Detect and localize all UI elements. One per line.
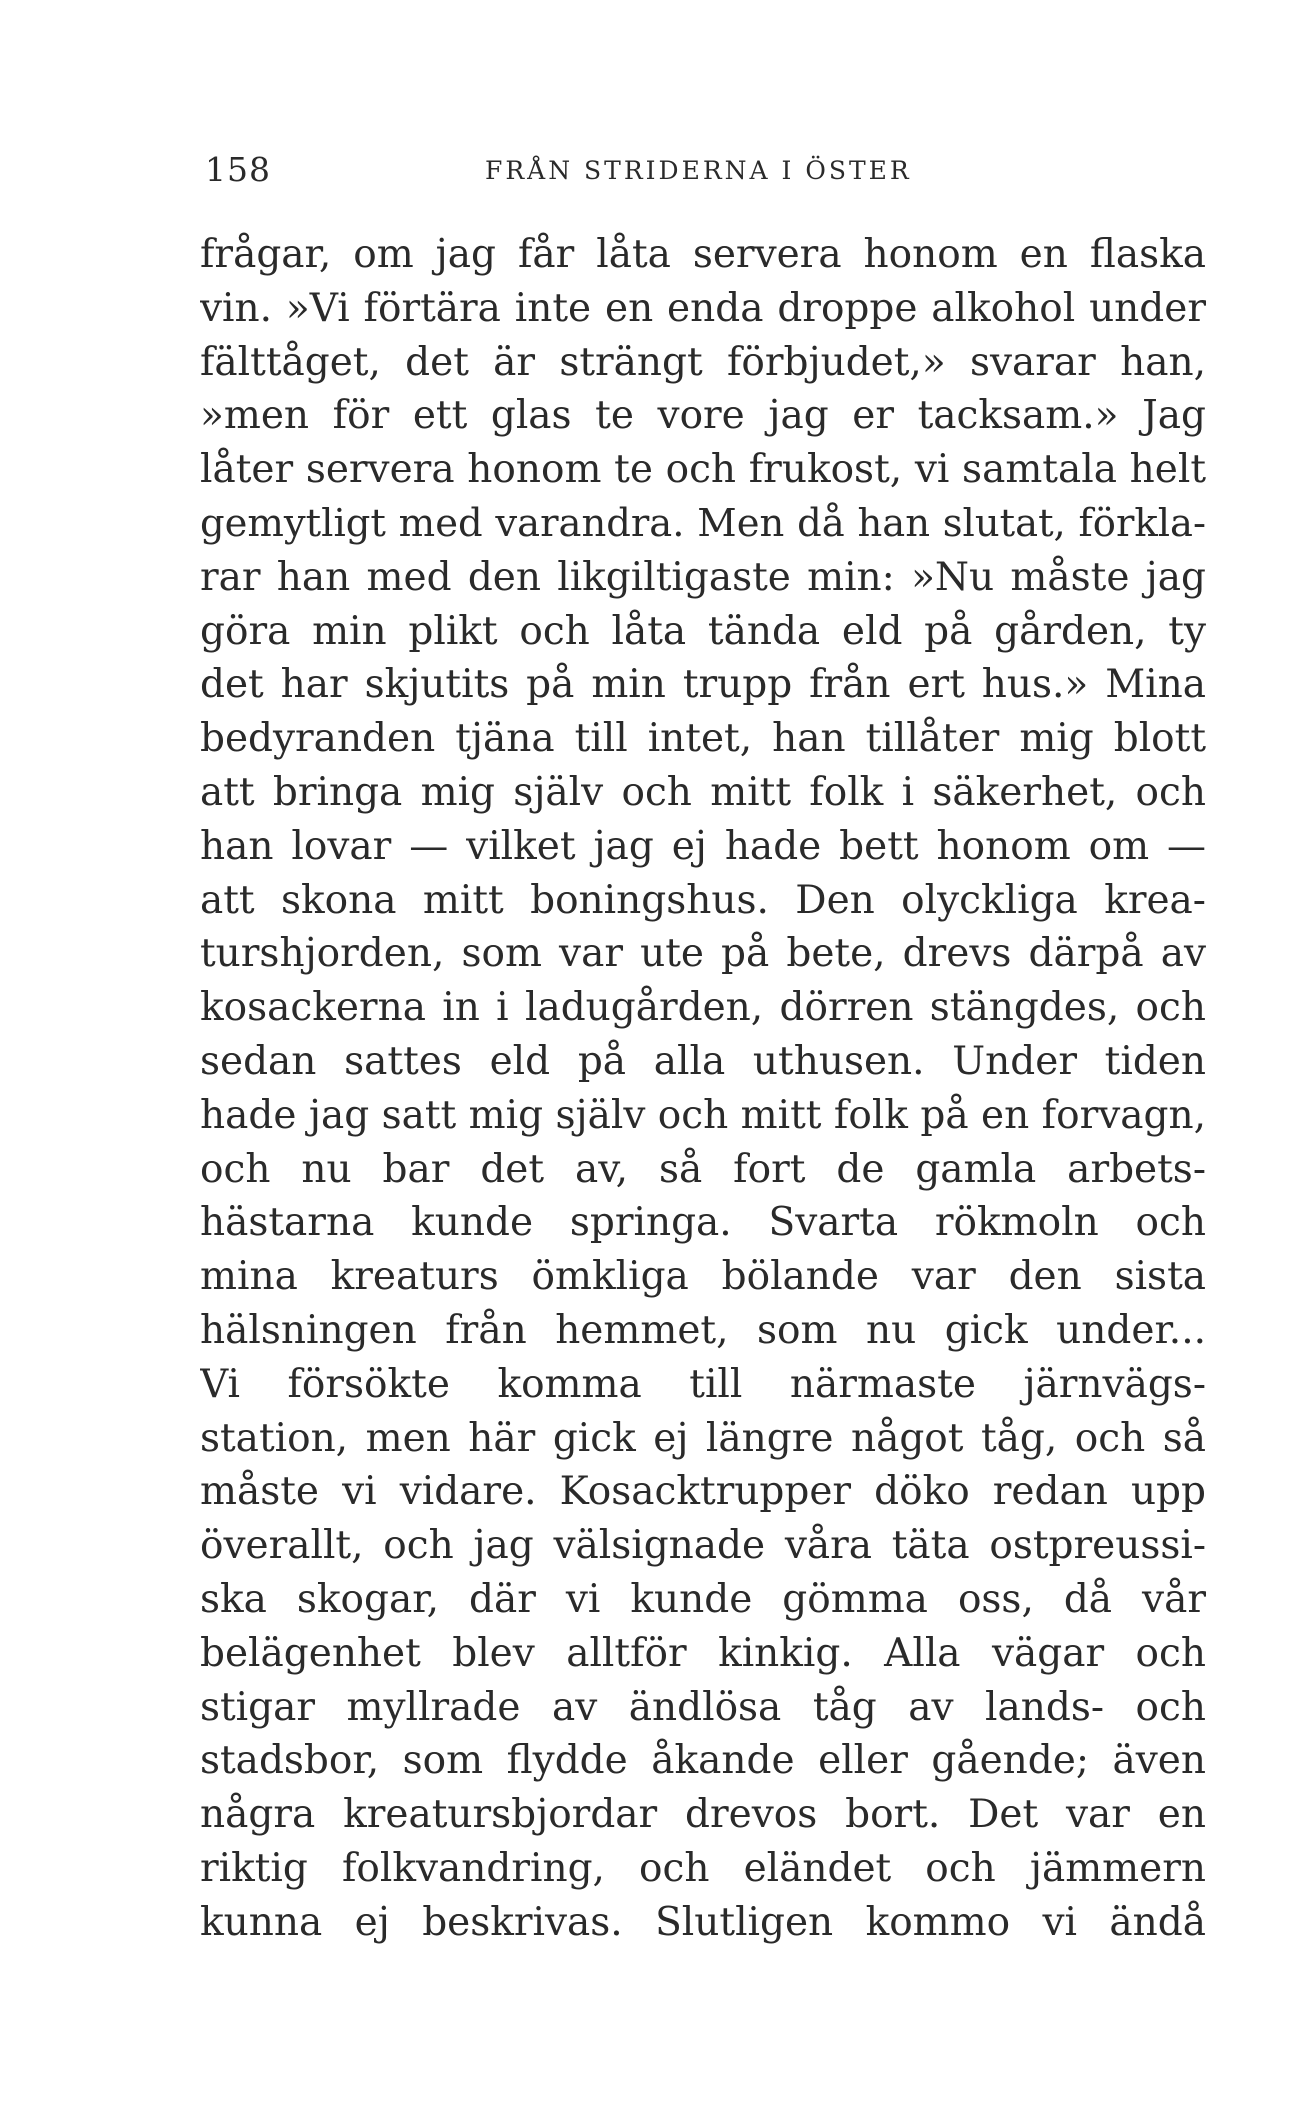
text-line: frågar, om jag får låta servera honom en flaska (200, 232, 1206, 277)
page-number: 158 (205, 150, 271, 189)
text-line: stadsbor, som flydde åkande eller gående; även (200, 1738, 1206, 1784)
text-line: måste vi vidare. Kosacktrupper döko redan upp (200, 1469, 1206, 1515)
text-line: att skona mitt boningshus. Den olyckliga krea- (200, 877, 1206, 923)
text-line: kosackerna in i ladugården, dörren stängdes, och (200, 985, 1206, 1031)
text-line: hästarna kunde springa. Svarta rökmoln och (200, 1200, 1206, 1246)
text-line: överallt, och jag välsignade våra täta ostpreussi- (200, 1523, 1206, 1569)
text-line: station, men här gick ej längre något tåg, och så (200, 1415, 1206, 1461)
text-line: riktig folkvandring, och eländet och jämmern (200, 1845, 1206, 1891)
text-line: »men för ett glas te vore jag er tacksam.» Jag (200, 393, 1206, 439)
text-line: turshjorden, som var ute på bete, drevs därpå av (200, 931, 1206, 977)
text-line: bedyranden tjäna till intet, han tillåter mig blott (200, 716, 1206, 762)
text-line: låter servera honom te och frukost, vi samtala helt (200, 447, 1206, 493)
text-line: och nu bar det av, så fort de gamla arbets- (200, 1146, 1206, 1192)
running-head (205, 150, 1205, 190)
text-line: belägenhet blev alltför kinkig. Alla vägar och (200, 1630, 1206, 1676)
text-line: att bringa mig själv och mitt folk i säkerhet, och (200, 769, 1206, 815)
text-line: gemytligt med varandra. Men då han slutat, förkla- (200, 500, 1206, 546)
text-line: fälttåget, det är strängt förbjudet,» svarar han, (200, 339, 1206, 385)
text-line: det har skjutits på min trupp från ert hus.» Mina (200, 662, 1206, 708)
body-text (200, 228, 1206, 1950)
text-line: Vi försökte komma till närmaste järnvägs- (200, 1361, 1206, 1407)
text-line: några kreatursbjordar drevos bort. Det var en (200, 1792, 1206, 1838)
text-line: göra min plikt och låta tända eld på gården, ty (200, 608, 1206, 654)
text-line: ska skogar, där vi kunde gömma oss, då vår (200, 1576, 1206, 1622)
text-line: hälsningen från hemmet, som nu gick under... (200, 1307, 1206, 1353)
text-line: kunna ej beskrivas. Slutligen kommo vi ändå (200, 1899, 1206, 1945)
text-line: hade jag satt mig själv och mitt folk på en forvagn, (200, 1092, 1206, 1138)
text-line: rar han med den likgiltigaste min: »Nu måste jag (200, 554, 1206, 600)
running-title: FRÅN STRIDERNA I ÖSTER (485, 156, 912, 185)
text-line: han lovar — vilket jag ej hade bett honom om — (200, 823, 1206, 869)
text-line: vin. »Vi förtära inte en enda droppe alkohol under (200, 285, 1206, 331)
text-line: mina kreaturs ömkliga bölande var den sista (200, 1254, 1206, 1300)
text-line: stigar myllrade av ändlösa tåg av lands- och (200, 1684, 1206, 1730)
text-line: sedan sattes eld på alla uthusen. Under tiden (200, 1038, 1206, 1084)
